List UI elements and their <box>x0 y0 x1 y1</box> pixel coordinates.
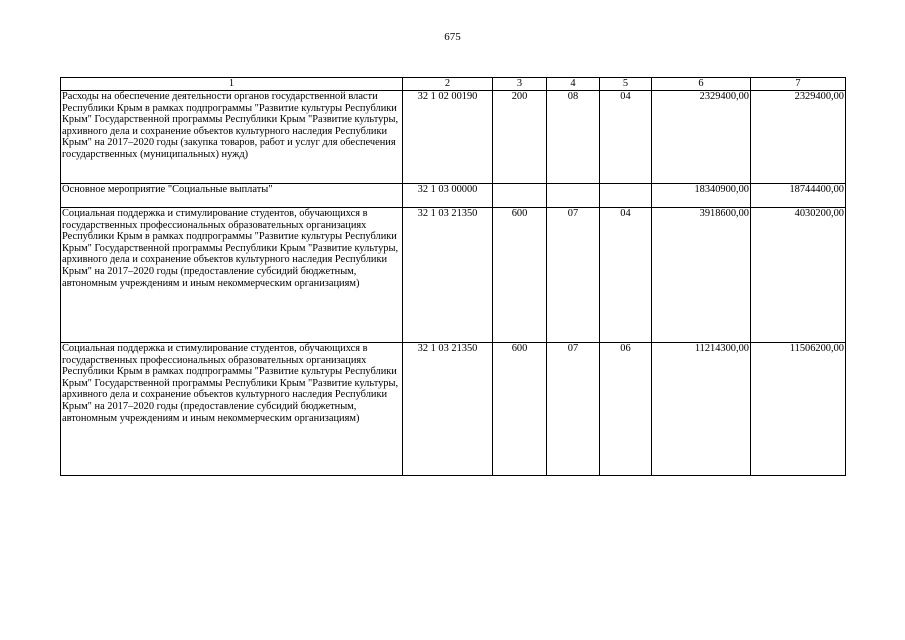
table-row <box>61 343 846 476</box>
header-cell-7: 7 <box>751 78 846 91</box>
row-expense-type: 200 <box>493 91 547 184</box>
header-cell-1: 1 <box>61 78 403 91</box>
header-cell-6: 6 <box>652 78 751 91</box>
row-sum-year-1: 18340900,00 <box>652 184 751 208</box>
row-subsection: 04 <box>600 91 652 184</box>
row-section <box>547 184 600 208</box>
row-description: Основное мероприятие "Социальные выплаты" <box>61 184 403 208</box>
budget-table <box>60 77 846 476</box>
row-expense-type <box>493 184 547 208</box>
row-section: 07 <box>547 343 600 476</box>
row-description: Социальная поддержка и стимулирование студентов, обучающихся в государственных профессиональных образовательных организациях Республики Крым в рамках подпрограммы "Развитие культуры Республики Крым" Государственной программы Республики Крым "Развитие культуры, архивного дела и сохранение объектов культурного наследия Республики Крым" на 2017–2020 годы (предоставление субсидий бюджетным, автономным учреждениям и иным некоммерческим организациям) <box>61 208 403 343</box>
row-subsection: 06 <box>600 343 652 476</box>
table-row <box>61 184 846 208</box>
row-sum-year-1: 3918600,00 <box>652 208 751 343</box>
row-target-article: 32 1 02 00190 <box>403 91 493 184</box>
row-sum-year-1: 11214300,00 <box>652 343 751 476</box>
row-section: 07 <box>547 208 600 343</box>
table-row <box>61 91 846 184</box>
row-sum-year-2: 4030200,00 <box>751 208 846 343</box>
row-description: Социальная поддержка и стимулирование студентов, обучающихся в государственных профессиональных образовательных организациях Республики Крым в рамках подпрограммы "Развитие культуры Республики Крым" Государственной программы Республики Крым "Развитие культуры, архивного дела и сохранение объектов культурного наследия Республики Крым" на 2017–2020 годы (предоставление субсидий бюджетным, автономным учреждениям и иным некоммерческим организациям) <box>61 343 403 476</box>
row-subsection <box>600 184 652 208</box>
row-target-article: 32 1 03 00000 <box>403 184 493 208</box>
row-expense-type: 600 <box>493 343 547 476</box>
header-cell-2: 2 <box>403 78 493 91</box>
header-cell-5: 5 <box>600 78 652 91</box>
row-sum-year-2: 18744400,00 <box>751 184 846 208</box>
row-section: 08 <box>547 91 600 184</box>
header-cell-3: 3 <box>493 78 547 91</box>
row-expense-type: 600 <box>493 208 547 343</box>
row-sum-year-1: 2329400,00 <box>652 91 751 184</box>
row-target-article: 32 1 03 21350 <box>403 208 493 343</box>
row-subsection: 04 <box>600 208 652 343</box>
page-number: 675 <box>444 31 461 43</box>
row-description: Расходы на обеспечение деятельности органов государственной власти Республики Крым в рамках подпрограммы "Развитие культуры Республики Крым" Государственной программы Республики Крым "Развитие культуры, архивного дела и сохранение объектов культурного наследия Республики Крым" на 2017–2020 годы (закупка товаров, работ и услуг для обеспечения государственных (муниципальных) нужд) <box>61 91 403 184</box>
header-row <box>61 78 846 91</box>
header-cell-4: 4 <box>547 78 600 91</box>
row-sum-year-2: 2329400,00 <box>751 91 846 184</box>
row-sum-year-2: 11506200,00 <box>751 343 846 476</box>
table-row <box>61 208 846 343</box>
row-target-article: 32 1 03 21350 <box>403 343 493 476</box>
